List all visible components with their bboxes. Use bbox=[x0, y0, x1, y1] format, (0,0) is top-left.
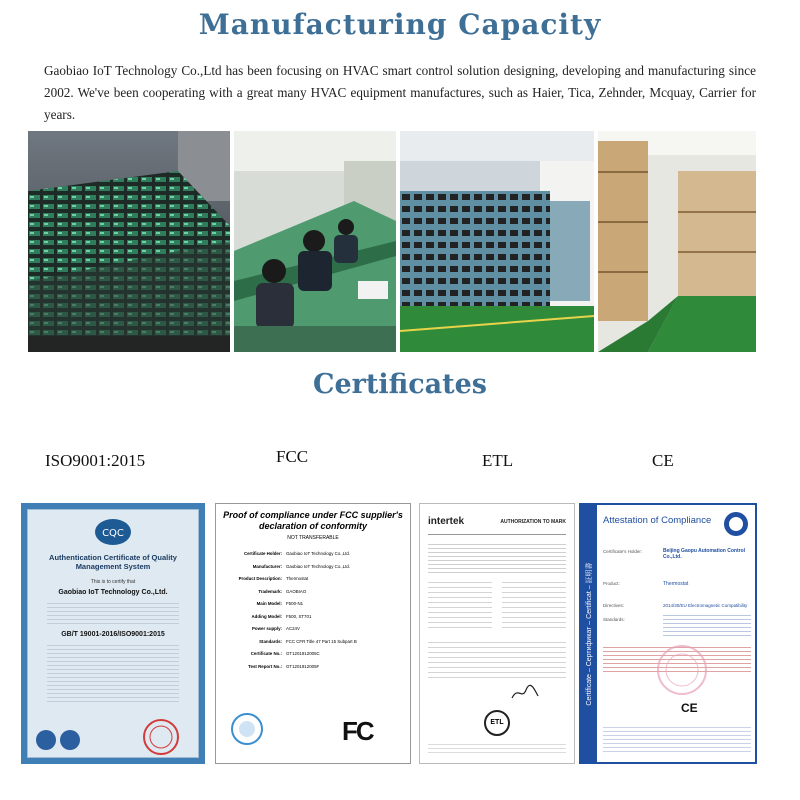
manufacturing-title: Manufacturing Capacity bbox=[198, 8, 602, 41]
fcc-field-key: Power supply: bbox=[251, 626, 282, 631]
fcc-field-value: Gaobiao IoT Technology Co.,Ltd. bbox=[286, 563, 351, 569]
fcc-cert-title: Proof of compliance under FCC supplier's declaration of conformity bbox=[223, 510, 403, 531]
ce-directive-label: Directives: bbox=[603, 603, 625, 608]
ce-cert-title: Attestation of Compliance bbox=[603, 515, 712, 526]
fcc-field-key: Product Description: bbox=[238, 576, 282, 581]
fcc-field-row bbox=[224, 561, 402, 574]
label-fcc: FCC bbox=[276, 447, 309, 466]
factory-photo-warehouse bbox=[598, 131, 756, 352]
manufacturing-intro: Gaobiao IoT Technology Co.,Ltd has been focusing on HVAC smart control solution designing, developing and manufacturing since 2002. We've been cooperating with a great many HVAC equipment manufactures, such as Haier, Tica, Zehnder, Mcquay, Carrier for years. bbox=[44, 63, 756, 122]
fcc-logo: FC bbox=[342, 716, 373, 746]
signature-icon bbox=[510, 684, 540, 702]
fcc-field-value: Gaobiao IoT Technology Co.,Ltd. bbox=[286, 551, 351, 556]
fcc-field-key: Certificate Holder: bbox=[243, 551, 282, 556]
fcc-field-value: GT1201912005F bbox=[286, 663, 320, 669]
fcc-field-value: F500, ST701 bbox=[286, 613, 312, 619]
iso-cert-title: Authentication Certificate of Quality Management System bbox=[49, 553, 177, 571]
fcc-field-value: GAOBIAO bbox=[286, 588, 307, 594]
fcc-field-key: Certificate No.: bbox=[250, 651, 282, 656]
ce-directive: 2014/30/EU Electromagnetic Compatibility bbox=[663, 603, 748, 608]
fcc-field-row bbox=[224, 623, 402, 636]
cqc-logo-icon bbox=[93, 517, 133, 547]
fcc-field-row bbox=[224, 648, 402, 661]
fcc-field-row bbox=[224, 598, 402, 611]
factory-photo-burn-in-racks bbox=[28, 131, 230, 352]
ce-certificate bbox=[579, 503, 757, 764]
svg-text:CQC: CQC bbox=[102, 528, 124, 539]
ce-mark: CE bbox=[681, 701, 698, 715]
iso-cert-to: This is to certify that bbox=[90, 579, 136, 585]
ce-product: Thermostat bbox=[663, 581, 689, 587]
certificate-images bbox=[21, 503, 757, 764]
ce-holder-label: Certificate's Holder: bbox=[603, 549, 643, 554]
fcc-field-row bbox=[224, 661, 402, 674]
ce-product-label: Product: bbox=[603, 581, 620, 586]
factory-photo-aging-shelves bbox=[400, 131, 594, 352]
factory-photo-assembly-line bbox=[234, 131, 396, 352]
iso-certificate bbox=[21, 503, 205, 764]
cti-seal-icon bbox=[230, 712, 264, 746]
fcc-field-key: Adding Model: bbox=[251, 613, 282, 619]
certificate-labels bbox=[0, 447, 800, 477]
fcc-field-key: Test Report No.: bbox=[248, 663, 282, 669]
fcc-field-row bbox=[224, 548, 402, 561]
red-seal-icon bbox=[141, 717, 181, 757]
fcc-field-key: Main Model: bbox=[256, 601, 282, 606]
fcc-field-row bbox=[224, 611, 402, 624]
fcc-cert-subtitle: NOT TRANSFERABLE bbox=[287, 535, 339, 541]
fcc-certificate bbox=[215, 503, 411, 764]
fcc-field-row bbox=[224, 586, 402, 599]
fcc-field-value: FCC CFR Title 47 Part 15 Subpart B bbox=[286, 638, 357, 644]
factory-photo-strip bbox=[28, 131, 756, 352]
label-ce: CE bbox=[652, 451, 674, 470]
fcc-field-value: AC24V bbox=[286, 626, 300, 631]
fcc-field-row bbox=[224, 636, 402, 649]
fcc-field-key: Manufacturer: bbox=[252, 563, 282, 569]
fcc-field-key: Standards: bbox=[259, 638, 282, 644]
etl-mark: ETL bbox=[484, 710, 510, 736]
iso-cert-standard: GB/T 19001-2016/ISO9001:2015 bbox=[61, 631, 165, 638]
ce-standards-label: Standards: bbox=[603, 617, 625, 622]
iso-cert-company: Gaobiao IoT Technology Co.,Ltd. bbox=[58, 589, 168, 596]
iaf-cnas-logo-icon bbox=[35, 729, 91, 751]
fcc-field-value: F500-N1 bbox=[286, 601, 304, 606]
certificates-title: Certificates bbox=[312, 369, 488, 400]
etl-auth-title: AUTHORIZATION TO MARK bbox=[500, 519, 566, 525]
fcc-field-key: Trademark: bbox=[258, 588, 282, 594]
fcc-field-value: Thermostat bbox=[286, 576, 309, 581]
etl-certificate bbox=[419, 503, 575, 764]
ce-holder: Beijing Gaopu Automation Control Co.,Ltd. bbox=[663, 548, 746, 560]
label-iso: ISO9001:2015 bbox=[45, 451, 146, 470]
fcc-cert-fields bbox=[224, 548, 402, 673]
ecm-logo-icon bbox=[723, 511, 749, 537]
intertek-logo: intertek bbox=[428, 516, 465, 527]
fcc-field-value: GT1201912005C bbox=[286, 651, 320, 656]
fcc-field-row bbox=[224, 573, 402, 586]
ce-seal-icon bbox=[655, 643, 709, 697]
label-etl: ETL bbox=[482, 451, 514, 470]
ce-side-text: Certificate – Сертификат – Certificat – 証明書 bbox=[586, 562, 593, 706]
